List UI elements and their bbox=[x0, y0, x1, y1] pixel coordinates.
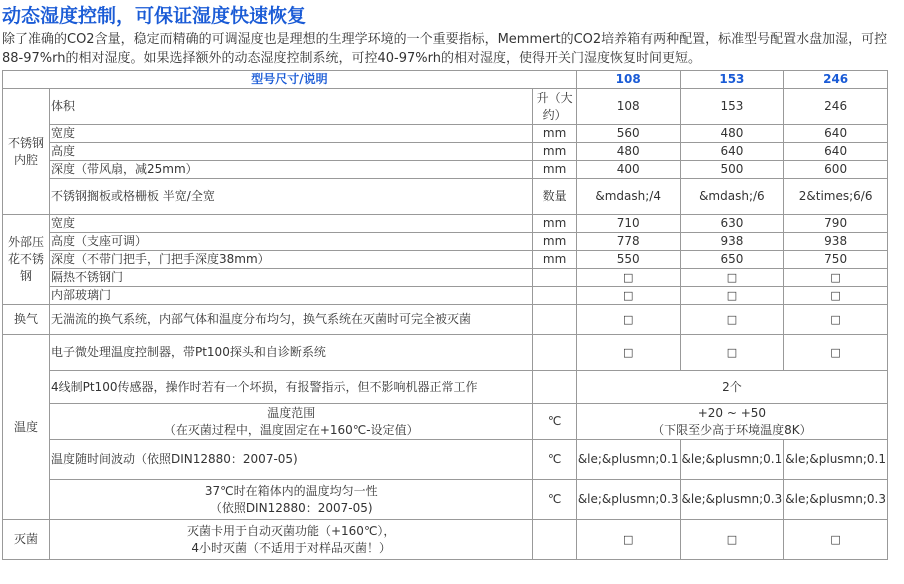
table-row bbox=[3, 440, 888, 480]
checkbox-icon: □ bbox=[576, 520, 680, 560]
checkbox-icon: □ bbox=[576, 305, 680, 335]
row-label bbox=[49, 520, 532, 560]
cell-246: &le;&plusmn;0.1 bbox=[784, 440, 888, 480]
row-unit: ℃ bbox=[533, 404, 576, 440]
checkbox-icon: □ bbox=[680, 520, 784, 560]
cell-246: &le;&plusmn;0.3 bbox=[784, 480, 888, 520]
cell-153: 938 bbox=[680, 233, 784, 251]
row-label: 无湍流的换气系统，内部气体和温度分布均匀，换气系统在灭菌时可完全被灭菌 bbox=[49, 305, 532, 335]
cell-153: 650 bbox=[680, 251, 784, 269]
row-unit: mm bbox=[533, 233, 576, 251]
row-unit: mm bbox=[533, 125, 576, 143]
cell-108: 108 bbox=[576, 89, 680, 125]
cell-153: 500 bbox=[680, 161, 784, 179]
category-steril: 灭菌 bbox=[3, 520, 50, 560]
row-label: 不锈钢搁板或格栅板 半宽/全宽 bbox=[49, 179, 532, 215]
cell-246: 2&times;6/6 bbox=[784, 179, 888, 215]
checkbox-icon: □ bbox=[576, 335, 680, 371]
row-label-line2: 4小时灭菌（不适用于对样品灭菌！） bbox=[191, 540, 392, 555]
table-row bbox=[3, 287, 888, 305]
row-label-line1: 灭菌卡用于自动灭菌功能（+160℃）， bbox=[186, 523, 396, 538]
row-label-line2: （依照DIN12880：2007-05) bbox=[209, 500, 373, 515]
table-row bbox=[3, 179, 888, 215]
cell-span bbox=[576, 404, 887, 440]
checkbox-icon: □ bbox=[784, 335, 888, 371]
table-row bbox=[3, 251, 888, 269]
row-label: 宽度 bbox=[49, 125, 532, 143]
checkbox-icon: □ bbox=[680, 269, 784, 287]
table-row bbox=[3, 335, 888, 371]
range-value: +20 ~ +50 bbox=[697, 405, 767, 420]
row-label: 体积 bbox=[49, 89, 532, 125]
cell-108: &mdash;/4 bbox=[576, 179, 680, 215]
cell-153: 480 bbox=[680, 125, 784, 143]
row-label bbox=[49, 480, 532, 520]
header-label: 型号尺寸/说明 bbox=[3, 71, 577, 89]
table-row bbox=[3, 143, 888, 161]
row-label: 4线制Pt100传感器，操作时若有一个坏损，有报警指示，但不影响机器正常工作 bbox=[49, 371, 532, 404]
row-label: 内部玻璃门 bbox=[49, 287, 532, 305]
row-unit bbox=[533, 371, 576, 404]
row-unit: mm bbox=[533, 215, 576, 233]
table-row bbox=[3, 305, 888, 335]
cell-246: 640 bbox=[784, 143, 888, 161]
checkbox-icon: □ bbox=[784, 269, 888, 287]
table-header-row bbox=[3, 71, 888, 89]
category-vent: 换气 bbox=[3, 305, 50, 335]
cell-span: 2个 bbox=[576, 371, 887, 404]
row-label: 深度（不带门把手，门把手深度38mm） bbox=[49, 251, 532, 269]
cell-246: 750 bbox=[784, 251, 888, 269]
row-unit bbox=[533, 269, 576, 287]
row-label: 高度 bbox=[49, 143, 532, 161]
row-unit: mm bbox=[533, 143, 576, 161]
cell-246: 246 bbox=[784, 89, 888, 125]
cell-246: 938 bbox=[784, 233, 888, 251]
cell-153: &mdash;/6 bbox=[680, 179, 784, 215]
model-108: 108 bbox=[576, 71, 680, 89]
row-label: 深度（带风扇，减25mm） bbox=[49, 161, 532, 179]
checkbox-icon: □ bbox=[680, 335, 784, 371]
checkbox-icon: □ bbox=[784, 305, 888, 335]
row-unit: ℃ bbox=[533, 440, 576, 480]
row-label: 隔热不锈钢门 bbox=[49, 269, 532, 287]
cell-153: 640 bbox=[680, 143, 784, 161]
intro-paragraph: 除了准确的CO2含量，稳定而精确的可调湿度也是理想的生理学环境的一个重要指标，Memmert的CO2培养箱有两种配置，标准型号配置水盘加湿，可控88-97%rh的相对湿度。如果选择额外的动态湿度控制系统，可控40-97%rh的相对湿度，使得开关门湿度恢复时间更短。 bbox=[2, 32, 888, 66]
table-row bbox=[3, 233, 888, 251]
checkbox-icon: □ bbox=[576, 287, 680, 305]
cell-153: &le;&plusmn;0.1 bbox=[680, 440, 784, 480]
row-label: 高度（支座可调） bbox=[49, 233, 532, 251]
row-unit: mm bbox=[533, 161, 576, 179]
cell-153: 153 bbox=[680, 89, 784, 125]
checkbox-icon: □ bbox=[680, 305, 784, 335]
checkbox-icon: □ bbox=[576, 269, 680, 287]
table-row bbox=[3, 215, 888, 233]
row-label bbox=[49, 404, 532, 440]
row-unit bbox=[533, 335, 576, 371]
cell-246: 600 bbox=[784, 161, 888, 179]
model-246: 246 bbox=[784, 71, 888, 89]
category-inner: 不锈钢内腔 bbox=[3, 89, 50, 215]
page-title: 动态湿度控制，可保证湿度快速恢复 bbox=[2, 5, 307, 27]
cell-153: 630 bbox=[680, 215, 784, 233]
cell-108: &le;&plusmn;0.3 bbox=[576, 480, 680, 520]
row-unit: 数量 bbox=[533, 179, 576, 215]
row-label-line2: （在灭菌过程中，温度固定在+160℃-设定值） bbox=[163, 422, 419, 437]
table-row bbox=[3, 269, 888, 287]
row-unit: ℃ bbox=[533, 480, 576, 520]
row-label-line1: 37℃时在箱体内的温度均匀一性 bbox=[204, 483, 378, 498]
cell-108: 480 bbox=[576, 143, 680, 161]
cell-246: 640 bbox=[784, 125, 888, 143]
checkbox-icon: □ bbox=[680, 287, 784, 305]
category-temp: 温度 bbox=[3, 335, 50, 520]
model-153: 153 bbox=[680, 71, 784, 89]
row-unit bbox=[533, 520, 576, 560]
table-row bbox=[3, 480, 888, 520]
row-unit: 升（大约） bbox=[533, 89, 576, 125]
table-row bbox=[3, 161, 888, 179]
cell-108: 550 bbox=[576, 251, 680, 269]
cell-246: 790 bbox=[784, 215, 888, 233]
row-label: 宽度 bbox=[49, 215, 532, 233]
cell-108: 710 bbox=[576, 215, 680, 233]
row-label: 温度随时间波动（依照DIN12880：2007-05) bbox=[49, 440, 532, 480]
checkbox-icon: □ bbox=[784, 520, 888, 560]
table-row bbox=[3, 89, 888, 125]
row-label: 电子微处理温度控制器，带Pt100探头和自诊断系统 bbox=[49, 335, 532, 371]
table-row bbox=[3, 125, 888, 143]
range-note: （下限至少高于环境温度8K） bbox=[652, 422, 812, 437]
row-unit bbox=[533, 305, 576, 335]
cell-108: 400 bbox=[576, 161, 680, 179]
cell-108: &le;&plusmn;0.1 bbox=[576, 440, 680, 480]
cell-108: 560 bbox=[576, 125, 680, 143]
table-row bbox=[3, 404, 888, 440]
table-row bbox=[3, 520, 888, 560]
row-unit bbox=[533, 287, 576, 305]
row-label-line1: 温度范围 bbox=[267, 405, 316, 420]
table-row bbox=[3, 371, 888, 404]
category-outer: 外部压花不锈钢 bbox=[3, 215, 50, 305]
row-unit: mm bbox=[533, 251, 576, 269]
spec-table bbox=[2, 70, 888, 560]
cell-108: 778 bbox=[576, 233, 680, 251]
checkbox-icon: □ bbox=[784, 287, 888, 305]
cell-153: &le;&plusmn;0.3 bbox=[680, 480, 784, 520]
